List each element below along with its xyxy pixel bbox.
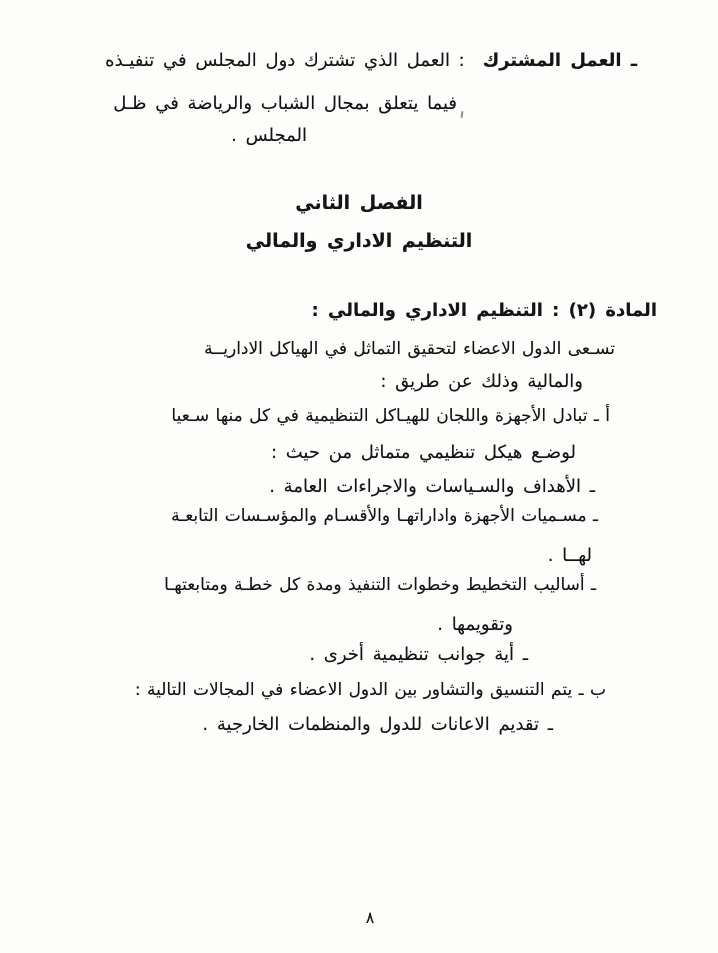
bullet-planning-line-2: وتقويمها . <box>437 614 513 635</box>
definition-rest: : العمل الذي تشترك دول المجلس في تنفيـذه <box>105 50 465 71</box>
article-intro-line-2: والمالية وذلك عن طريق : <box>380 371 583 392</box>
bullet-external-aid: ـ تقديم الاعانات للدول والمنظمات الخارجية . <box>202 714 553 735</box>
article-heading: المادة (٢) : التنظيم الاداري والمالي : <box>311 300 657 321</box>
item-a-line-2: لوضـع هيكل تنظيمي متماثل من حيث : <box>270 442 576 463</box>
page-number: ٨ <box>365 908 375 927</box>
bullet-planning-line-1: ـ أساليب التخطيط وخطوات التنفيذ ومدة كل خطـة ومتابعتهـا <box>164 575 596 595</box>
bullet-names-line-1: ـ مسـميات الأجهزة واداراتهـا والأقسـام والمؤسـسات التابعـة <box>171 506 598 526</box>
article-intro-line-1: تسـعى الدول الاعضاء لتحقيق التماثل في الهياكل الاداريــة <box>204 339 615 359</box>
item-a-line-1: أ ـ تبادل الأجهزة واللجان للهيـاكل التنظيمية في كل منها سـعيا <box>171 406 610 426</box>
chapter-subtitle: التنظيم الاداري والمالي <box>245 230 473 252</box>
definition-term: ـ العمل المشترك <box>482 50 637 71</box>
item-b-line-1: ب ـ يتم التنسيق والتشاور بين الدول الاعضاء في المجالات التالية : <box>134 680 606 700</box>
definition-line-3: المجلس . <box>231 125 307 146</box>
bullet-other: ـ أية جوانب تنظيمية أخرى . <box>309 644 528 665</box>
definition-line-2: فيما يتعلق بمجال الشباب والرياضة في ظـل <box>113 93 457 114</box>
chapter-title: الفصل الثاني <box>295 192 423 214</box>
scan-artifact-mark <box>461 111 464 118</box>
bullet-goals: ـ الأهداف والسـياسات والاجراءات العامة . <box>269 476 595 497</box>
definition-line-1 <box>105 50 637 73</box>
bullet-names-line-2: لهــا . <box>547 545 592 566</box>
